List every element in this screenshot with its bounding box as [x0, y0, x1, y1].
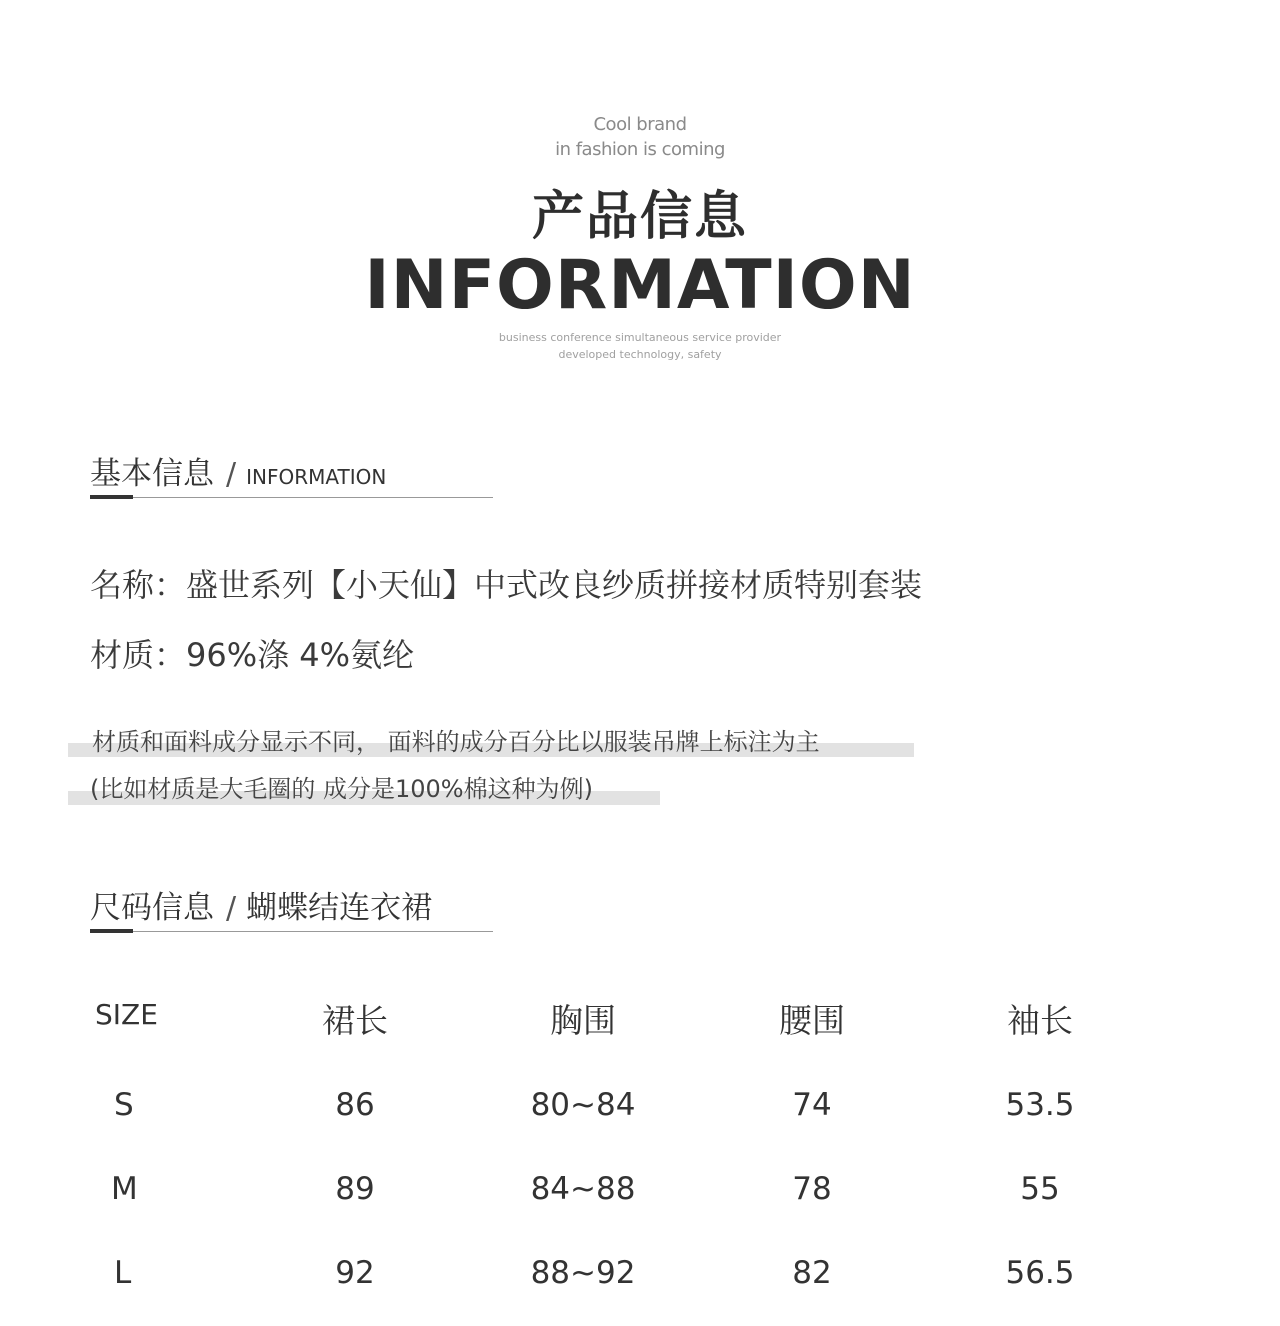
size-info-title: 尺码信息 [90, 890, 214, 926]
subtitle-line-1: business conference simultaneous service provider [498, 331, 782, 344]
table-header-length: 裙长 [322, 1001, 388, 1040]
size-info-subtitle: 蝴蝶结连衣裙 [246, 890, 433, 926]
table-header-size: SIZE [95, 998, 158, 1031]
table-cell: 56.5 [1005, 1255, 1075, 1291]
table-header-waist: 腰围 [779, 1001, 845, 1040]
heading-separator: / [226, 457, 237, 492]
table-cell: 84~88 [530, 1171, 636, 1207]
table-cell: 53.5 [1005, 1087, 1075, 1123]
basic-info-title: 基本信息 [90, 456, 214, 492]
tagline-line-1: Cool brand [593, 114, 687, 135]
size-info-heading [90, 882, 432, 927]
product-name: 名称：盛世系列【小天仙】中式改良纱质拼接材质特别套装 [90, 566, 923, 604]
table-cell: 78 [792, 1171, 832, 1207]
tagline-line-2: in fashion is coming [555, 139, 725, 160]
material-note-line-1: 材质和面料成分显示不同， 面料的成分百分比以服装吊牌上标注为主 [92, 728, 820, 756]
page-title-cn: 产品信息 [531, 187, 748, 247]
table-cell-size: L [114, 1255, 132, 1291]
table-cell: 88~92 [530, 1255, 636, 1291]
page-title-en: INFORMATION [364, 246, 916, 325]
size-info-accent [90, 929, 133, 933]
heading-separator: / [226, 891, 237, 926]
table-cell: 55 [1020, 1171, 1060, 1207]
table-cell: 82 [792, 1255, 832, 1291]
table-header-sleeve: 袖长 [1007, 1001, 1073, 1040]
table-cell: 89 [335, 1171, 375, 1207]
size-info-rule [90, 931, 493, 932]
table-header-bust: 胸围 [550, 1001, 616, 1040]
basic-info-heading [90, 448, 386, 493]
table-cell-size: S [114, 1087, 134, 1123]
table-cell-size: M [111, 1171, 138, 1207]
basic-info-accent [90, 495, 133, 499]
table-cell: 86 [335, 1087, 375, 1123]
table-cell: 92 [335, 1255, 375, 1291]
basic-info-subtitle: INFORMATION [246, 465, 387, 489]
subtitle-line-2: developed technology, safety [558, 348, 722, 361]
table-cell: 74 [792, 1087, 832, 1123]
product-material: 材质：96%涤 4%氨纶 [90, 636, 415, 674]
table-cell: 80~84 [530, 1087, 636, 1123]
material-note-line-2: (比如材质是大毛圈的 成分是100%棉这种为例) [90, 775, 593, 803]
basic-info-rule [90, 497, 493, 498]
